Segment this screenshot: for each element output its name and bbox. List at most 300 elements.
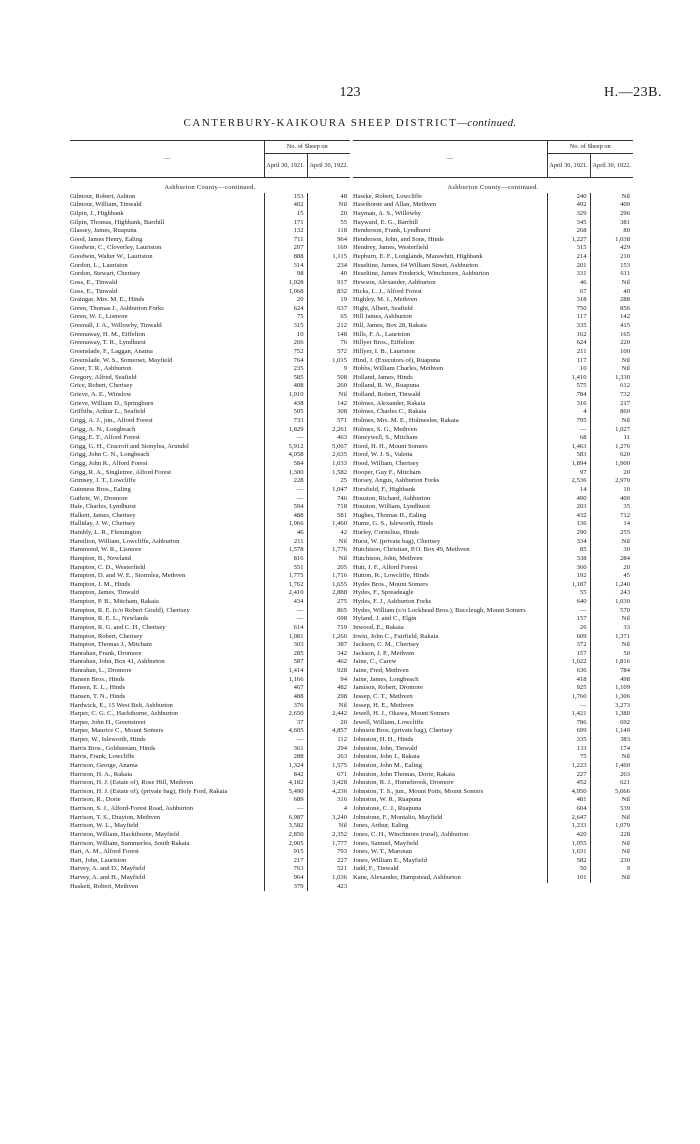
sheep-1922: 25 <box>307 477 350 486</box>
owner-name: Hampton, R. G. and C. H., Chertsey <box>70 623 166 631</box>
table-row <box>353 486 633 495</box>
table-row <box>353 762 633 771</box>
sheep-1922: Nil <box>307 201 350 210</box>
owner-name: Hydes Bros., Mount Somers <box>353 580 428 588</box>
owner-name: Hooper, Guy F., Mitcham <box>353 468 421 476</box>
table-row <box>353 270 633 279</box>
owner-name: Harris, Frank, Lowcliffe <box>70 753 135 761</box>
table-row <box>353 633 633 642</box>
table-row <box>70 745 350 754</box>
owner-name: Heseltine, James Frederick, Winchmore, Ashburton <box>353 270 490 278</box>
table-row <box>70 822 350 831</box>
owner-name: Hood, W. J. S., Valetta <box>353 451 413 459</box>
owner-name: Hutchison, John, Methven <box>353 554 423 562</box>
sheep-table-left <box>70 140 350 891</box>
sheep-1921: 624 <box>547 339 590 348</box>
owner-name: Hayward, E. G., Barrhill <box>353 218 419 226</box>
sheep-1921: 4,950 <box>547 788 590 797</box>
column-header-1921: April 30, 1921. <box>264 154 307 178</box>
sheep-1922: 1,240 <box>590 581 633 590</box>
sheep-1921: 1,233 <box>547 822 590 831</box>
sheep-1921: 2,650 <box>264 710 307 719</box>
sheep-1921: 303 <box>264 641 307 650</box>
table-row <box>70 615 350 624</box>
table-row <box>353 417 633 426</box>
table-row <box>353 564 633 573</box>
sheep-1921: 85 <box>547 546 590 555</box>
sheep-1921: 1,894 <box>547 460 590 469</box>
sheep-1921: 582 <box>547 857 590 866</box>
table-row <box>70 210 350 219</box>
table-row <box>70 227 350 236</box>
table-row <box>353 641 633 650</box>
owner-name: Hight, Albert, Seafield <box>353 304 413 312</box>
sheep-1921: 408 <box>264 382 307 391</box>
sheep-1922: 33 <box>590 624 633 633</box>
owner-name: Hewson, Alexander, Ashburton <box>353 278 436 286</box>
table-row <box>70 598 350 607</box>
sheep-1921: 2,850 <box>264 831 307 840</box>
sheep-1922: 2,970 <box>590 477 633 486</box>
sheep-1922: 2,635 <box>307 451 350 460</box>
sheep-1922: Nil <box>590 365 633 374</box>
table-row <box>70 572 350 581</box>
owner-name: Hansen Bros., Hinds <box>70 675 125 683</box>
owner-name: Jones, Arthur, Ealing <box>353 822 409 830</box>
sheep-1922: 865 <box>307 607 350 616</box>
sheep-1922: 263 <box>307 753 350 762</box>
table-row <box>70 865 350 874</box>
sheep-1921: 490 <box>547 495 590 504</box>
sheep-1922: Nil <box>590 840 633 849</box>
owner-name: Hillyer, I. B., Lauriston <box>353 347 415 355</box>
sheep-1921: 452 <box>547 779 590 788</box>
sheep-1921: 1,410 <box>547 374 590 383</box>
table-row <box>70 408 350 417</box>
sheep-1921: — <box>547 607 590 616</box>
owner-name: Johnston, R. J., Homebrook, Dromore <box>353 779 454 787</box>
sheep-1921: 376 <box>264 702 307 711</box>
owner-name: Hanrahan, John, Box 41, Ashburton <box>70 658 165 666</box>
sheep-1921: 314 <box>264 262 307 271</box>
table-row <box>353 771 633 780</box>
owner-name: Hampton, D. and W. E., Stormlea, Methven <box>70 572 186 580</box>
owner-name: Hawke, Robert, Lowcliffe <box>353 192 423 200</box>
owner-name: Grigg, A. J., jun., Alford Forest <box>70 416 153 424</box>
sheep-1922: 964 <box>307 236 350 245</box>
sheep-1922: Nil <box>590 417 633 426</box>
sheep-1922: 832 <box>307 288 350 297</box>
sheep-1922: 1,460 <box>590 762 633 771</box>
sheep-1921: 37 <box>264 719 307 728</box>
owner-name: Haskett, Robert, Methven <box>70 882 139 890</box>
table-row <box>70 719 350 728</box>
table-row <box>353 495 633 504</box>
sheep-1921: 594 <box>264 503 307 512</box>
table-row <box>70 365 350 374</box>
sheep-1922: 1,266 <box>307 633 350 642</box>
sheep-1921: 4,605 <box>264 727 307 736</box>
sheep-1922: Nil <box>590 641 633 650</box>
owner-name: Kane, Alexander, Hampstead, Ashburton <box>353 874 461 881</box>
sheep-1921: 764 <box>264 357 307 366</box>
owner-name: Gilpin, Thomas, Highbank, Barrhill <box>70 218 165 226</box>
table-row <box>353 339 633 348</box>
table-row <box>70 771 350 780</box>
sheep-1921: 640 <box>547 598 590 607</box>
sheep-1922: 784 <box>590 667 633 676</box>
sheep-1922: 746 <box>307 495 350 504</box>
owner-name: Hill, James, Box 28, Rakaia <box>353 322 427 329</box>
sheep-1922: 611 <box>590 270 633 279</box>
sheep-1921: 488 <box>264 512 307 521</box>
table-row <box>353 736 633 745</box>
sheep-count-group-header: No. of Sheep on <box>264 141 350 154</box>
sheep-1921: 1,166 <box>264 676 307 685</box>
table-row <box>70 641 350 650</box>
right-column <box>353 140 633 883</box>
sheep-1921: 360 <box>547 564 590 573</box>
table-row <box>70 305 350 314</box>
table-row <box>353 219 633 228</box>
table-row <box>353 598 633 607</box>
owner-name: Johnston, John Thomas, Dorie, Rakaia <box>353 770 455 778</box>
table-row <box>70 633 350 642</box>
sheep-1922: 2,888 <box>307 589 350 598</box>
owner-name: Hobbs, William Charles, Methven <box>353 365 444 373</box>
owner-name: Jones, William E., Mayfield <box>353 856 427 864</box>
table-row <box>70 589 350 598</box>
sheep-1921: 492 <box>547 201 590 210</box>
sheep-1922: Nil <box>307 538 350 547</box>
sheep-1922: Nil <box>307 391 350 400</box>
sheep-1921: 361 <box>264 745 307 754</box>
table-row <box>70 857 350 866</box>
sheep-1922: 3,273 <box>590 702 633 711</box>
sheep-1922: 230 <box>590 857 633 866</box>
table-row <box>353 279 633 288</box>
sheep-1921: 1,068 <box>264 288 307 297</box>
sheep-1921: 418 <box>547 676 590 685</box>
sheep-1922: 112 <box>307 736 350 745</box>
sheep-1921: 842 <box>264 771 307 780</box>
owner-name: Graingar, Mrs. M. E., Hinds <box>70 296 145 304</box>
table-row <box>70 477 350 486</box>
owner-name: Greenslade, F., Laggan, Anama <box>70 347 153 355</box>
sheep-1922: 1,777 <box>307 840 350 849</box>
table-row <box>70 443 350 452</box>
table-row <box>353 331 633 340</box>
owner-name: Harvey, A. and D., Mayfield <box>70 865 146 873</box>
sheep-1922: 1,038 <box>590 236 633 245</box>
table-row <box>353 848 633 857</box>
sheep-1922: 3,240 <box>307 814 350 823</box>
owner-name: Hardwick, E., 15 West Belt, Ashburton <box>70 701 173 709</box>
owner-name: Hampton, C. D., Westerfield <box>70 563 146 571</box>
owner-name: Harvey, A. and H., Mayfield <box>70 874 146 881</box>
sheep-1922: Nil <box>590 615 633 624</box>
table-row <box>70 676 350 685</box>
table-row <box>353 745 633 754</box>
sheep-1921: 689 <box>264 796 307 805</box>
sheep-1922: 55 <box>307 219 350 228</box>
sheep-1922: Nil <box>590 874 633 883</box>
sheep-1921: 133 <box>547 745 590 754</box>
sheep-1921: 2,647 <box>547 814 590 823</box>
sheep-1921: 372 <box>547 641 590 650</box>
sheep-1921: 240 <box>547 193 590 202</box>
sheep-1921: 1,028 <box>264 279 307 288</box>
table-row <box>70 555 350 564</box>
sheep-1921: 636 <box>547 667 590 676</box>
sheep-1922: Nil <box>307 702 350 711</box>
owner-name: Hambly, L. R., Flemington <box>70 529 142 536</box>
sheep-1922: 1,655 <box>307 581 350 590</box>
table-row <box>353 805 633 814</box>
table-row <box>70 236 350 245</box>
title-suffix: —continued. <box>457 117 517 129</box>
table-row <box>70 762 350 771</box>
sheep-1921: 1,631 <box>547 848 590 857</box>
sheep-1921: 763 <box>264 865 307 874</box>
table-row <box>70 753 350 762</box>
sheep-1922: 1,716 <box>307 572 350 581</box>
sheep-1922: 217 <box>590 400 633 409</box>
table-row <box>70 339 350 348</box>
sheep-1922: 50 <box>590 650 633 659</box>
owner-name: Greenslade, W. S., Somerset, Mayfield <box>70 356 173 364</box>
sheep-1922: 621 <box>590 779 633 788</box>
owner-name: Hood, William, Chertsey <box>353 460 419 467</box>
owner-name: Inwood, E., Rakaia <box>353 623 404 631</box>
sheep-1922: 20 <box>307 719 350 728</box>
sheep-1921: 288 <box>264 753 307 762</box>
table-row <box>70 736 350 745</box>
sheep-1922: 255 <box>590 529 633 538</box>
sheep-1921: — <box>264 434 307 443</box>
document-reference: H.—23B. <box>604 85 662 100</box>
table-row <box>353 658 633 667</box>
sheep-count-group-header: No. of Sheep on <box>547 141 633 154</box>
sheep-1921: 46 <box>547 279 590 288</box>
table-row <box>353 296 633 305</box>
sheep-1921: — <box>264 736 307 745</box>
owner-name: Hampton, R. E. L., Newlands <box>70 615 149 623</box>
owner-name: Irwin, John C., Fairfield, Rakaia <box>353 632 439 640</box>
sheep-1921: 488 <box>264 693 307 702</box>
table-row <box>353 201 633 210</box>
sheep-1922: 383 <box>590 736 633 745</box>
sheep-1922: 1,575 <box>307 762 350 771</box>
sheep-1922: 1,036 <box>307 874 350 883</box>
sheep-1922: 308 <box>307 408 350 417</box>
owner-name: Harrison, R., Dorie <box>70 796 121 804</box>
sheep-1922: 148 <box>307 331 350 340</box>
sheep-1922: Nil <box>590 193 633 202</box>
owner-name: Hill James, Ashburton <box>353 313 412 321</box>
table-row <box>353 391 633 400</box>
sheep-1922: 928 <box>307 667 350 676</box>
table-row <box>353 840 633 849</box>
owner-name: Glassey, James, Ruapuna <box>70 227 137 235</box>
sheep-1922: 732 <box>590 391 633 400</box>
owner-name: Grigg, John R., Alford Forest <box>70 460 148 467</box>
sheep-1921: 505 <box>264 408 307 417</box>
sheep-1922: 400 <box>590 495 633 504</box>
owner-name: Harper, C. G. C., Hackthorne, Ashburton <box>70 710 178 718</box>
sheep-1922: Nil <box>590 753 633 762</box>
sheep-1922: 65 <box>307 313 350 322</box>
table-row <box>70 357 350 366</box>
sheep-1922: 4,236 <box>307 788 350 797</box>
table-row <box>353 684 633 693</box>
sheep-1921: 235 <box>264 365 307 374</box>
table-row <box>70 313 350 322</box>
owner-name: Hart, John, Lauriston <box>70 856 127 864</box>
sheep-1922: 260 <box>307 382 350 391</box>
sheep-1922: 165 <box>590 331 633 340</box>
owner-name: Hayman, A. S., Willowby <box>353 209 421 217</box>
sheep-1922: 212 <box>307 322 350 331</box>
owner-name: Griffiths, Arthur L., Seafield <box>70 408 146 416</box>
table-row <box>353 382 633 391</box>
table-row <box>353 477 633 486</box>
sheep-1922: 381 <box>590 219 633 228</box>
table-row <box>70 520 350 529</box>
sheep-1921: 795 <box>547 417 590 426</box>
table-row <box>70 400 350 409</box>
sheep-1921: 1,578 <box>264 546 307 555</box>
sheep-1922: 1,140 <box>590 727 633 736</box>
sheep-1922: 415 <box>590 322 633 331</box>
table-row <box>353 615 633 624</box>
sheep-1922: 387 <box>307 641 350 650</box>
table-row <box>70 417 350 426</box>
sheep-1921: 75 <box>547 753 590 762</box>
table-row <box>353 262 633 271</box>
sheep-1922: 571 <box>307 417 350 426</box>
sheep-1922: 1,033 <box>307 460 350 469</box>
sheep-1921: — <box>264 486 307 495</box>
sheep-1921: 75 <box>264 313 307 322</box>
owner-name: Hutton, R., Lowcliffe, Hinds <box>353 572 429 580</box>
owner-name: Harrison, H. J. (Estate of), Rose Hill, Methven <box>70 779 194 787</box>
sheep-1921: 14 <box>547 486 590 495</box>
sheep-1922: 30 <box>590 546 633 555</box>
sheep-1922: 860 <box>590 408 633 417</box>
owner-name: Hampton, Robert, Chertsey <box>70 632 143 640</box>
owner-name: Gordon, Stewart, Chertsey <box>70 270 141 278</box>
owner-name: Hampton, Thomas J., Mitcham <box>70 641 152 649</box>
sheep-1922: 243 <box>590 589 633 598</box>
owner-name: Johnston, John J., Rakaia <box>353 753 420 761</box>
table-row <box>353 796 633 805</box>
sheep-1921: 438 <box>264 400 307 409</box>
owner-name: Hendrey, James, Westerfield <box>353 244 429 252</box>
sheep-1921: 3,582 <box>264 822 307 831</box>
table-row <box>70 529 350 538</box>
owner-name: Johnston, John M., Ealing <box>353 761 422 769</box>
sheep-1922: 3,428 <box>307 779 350 788</box>
sheep-1921: 10 <box>547 365 590 374</box>
owner-name: Johnston, John, Tinwald <box>353 744 418 752</box>
owner-name: Harper, John H., Greenstreet <box>70 718 146 726</box>
sheep-1922: 1,027 <box>590 426 633 435</box>
table-row <box>70 434 350 443</box>
sheep-1922: 94 <box>307 676 350 685</box>
table-row <box>353 244 633 253</box>
table-row <box>353 831 633 840</box>
sheep-1922: 169 <box>307 244 350 253</box>
table-row <box>353 512 633 521</box>
sheep-1921: 1,300 <box>264 469 307 478</box>
owner-name: Heseltine, James, 64 William Street, Ashburton <box>353 261 478 269</box>
sheep-1922: 637 <box>307 305 350 314</box>
sheep-1921: — <box>264 615 307 624</box>
sheep-1921: 402 <box>264 201 307 210</box>
owner-name: Grigg, E. T., Alford Forest <box>70 434 140 442</box>
table-row <box>70 469 350 478</box>
owner-name: Hood, H. H., Mount Somers <box>353 442 428 450</box>
sheep-1921: 584 <box>264 460 307 469</box>
sheep-1921: 583 <box>547 451 590 460</box>
table-row <box>70 495 350 504</box>
owner-name: Guthrie, W., Dromore <box>70 494 128 502</box>
sheep-1921: 587 <box>264 658 307 667</box>
table-row <box>70 883 350 892</box>
table-row <box>353 538 633 547</box>
owner-name: Hanrahan, L., Dromore <box>70 667 132 674</box>
owner-name: Hughes, Thomas H., Ealing <box>353 511 427 519</box>
table-row <box>70 805 350 814</box>
sheep-1922: 462 <box>307 658 350 667</box>
sheep-1921: 2,005 <box>264 840 307 849</box>
sheep-1921: 1,966 <box>264 520 307 529</box>
sheep-1921: 97 <box>547 469 590 478</box>
table-row <box>70 564 350 573</box>
sheep-1921: 420 <box>547 831 590 840</box>
owner-name: Hart, A. M., Alford Forest <box>70 848 139 856</box>
owner-name: Hampton, J. M., Hinds <box>70 580 131 588</box>
sheep-1922: 80 <box>590 227 633 236</box>
sheep-1921: 318 <box>547 296 590 305</box>
sheep-1921: 5,490 <box>264 788 307 797</box>
sheep-1922: 9 <box>307 365 350 374</box>
sheep-1922: 1,015 <box>307 357 350 366</box>
name-column-header: — <box>70 141 264 178</box>
sheep-1921: 46 <box>264 529 307 538</box>
table-row <box>353 779 633 788</box>
table-row <box>353 702 633 711</box>
table-row <box>353 650 633 659</box>
table-row <box>70 607 350 616</box>
sheep-1921: 2,410 <box>264 589 307 598</box>
sheep-1922: 793 <box>307 848 350 857</box>
sheep-1921: 15 <box>264 210 307 219</box>
owner-name: Gregory, Alfred, Seafield <box>70 373 137 381</box>
sheep-1921: 101 <box>547 874 590 883</box>
owner-name: Goodwin, C., Cloverley, Lauriston <box>70 244 162 252</box>
sheep-1921: 604 <box>547 805 590 814</box>
owner-name: Hydes, F. J., Ashburton Forks <box>353 598 432 605</box>
sheep-1921: 733 <box>264 417 307 426</box>
sheep-1922: 316 <box>307 796 350 805</box>
sheep-1921: 211 <box>547 348 590 357</box>
page-title <box>0 117 700 129</box>
sheep-1922: 429 <box>590 244 633 253</box>
sheep-1922: 42 <box>307 529 350 538</box>
table-row <box>353 400 633 409</box>
